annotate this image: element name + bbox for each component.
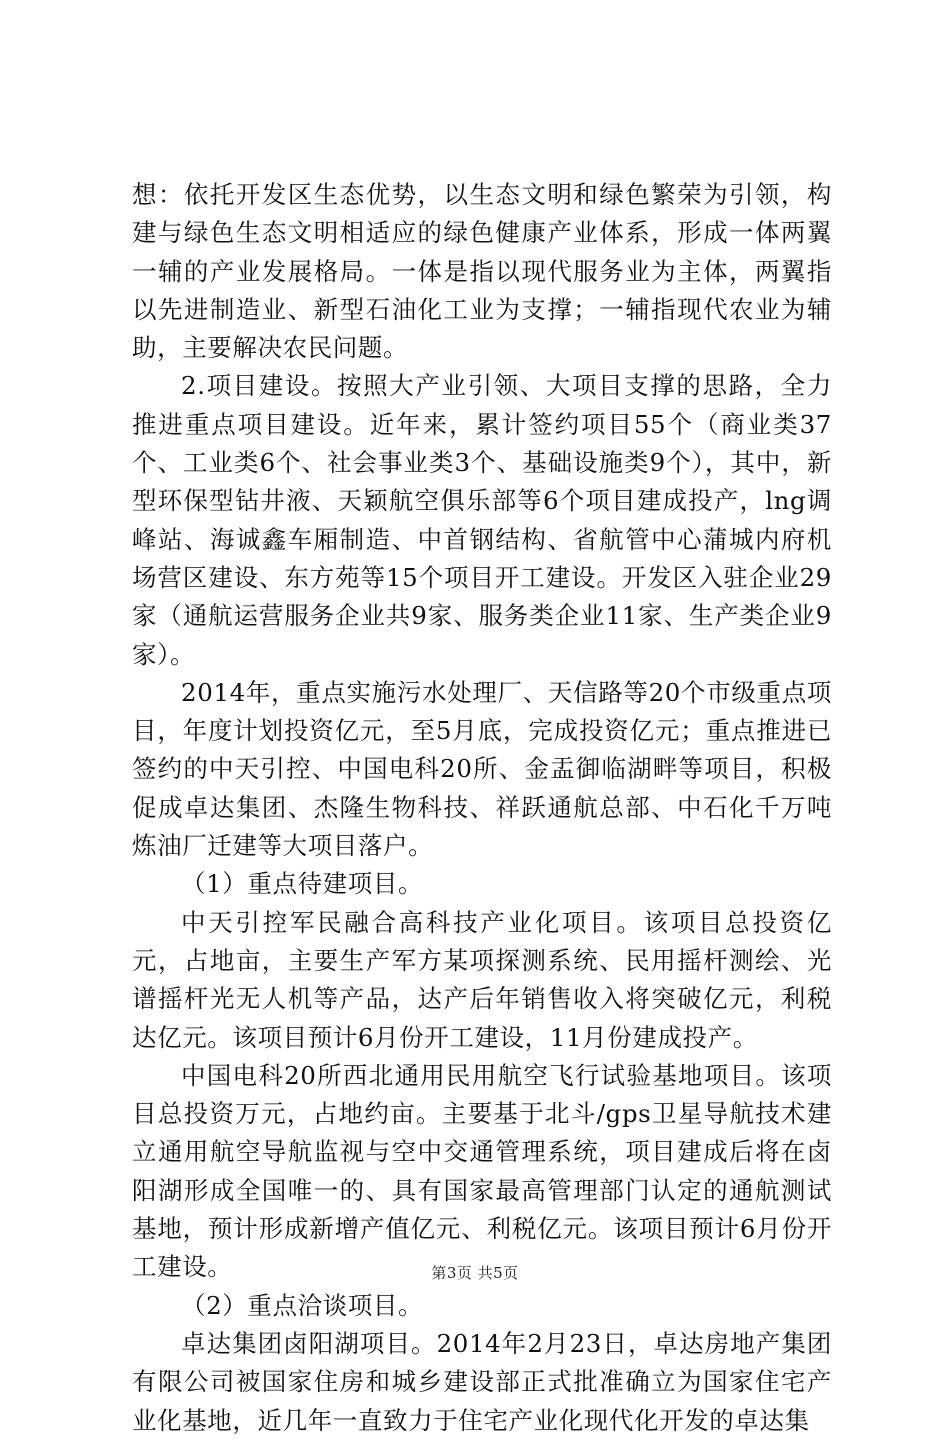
- paragraph-project-construction: 2.项目建设。按照大产业引领、大项目支撑的思路，全力推进重点项目建设。近年来，累计签约项目55个（商业类37个、工业类6个、社会事业类3个、基础设施类9个），其中，新型环保型钻井液、天颖航空俱乐部等6个项目建成投产，lng调峰站、海诚鑫车厢制造、中首钢结构、省航管中心蒲城内府机场营区建设、东方苑等15个项目开工建设。开发区入驻企业29家（通航运营服务企业共9家、服务类企业11家、生产类企业9家）。: [132, 371, 832, 669]
- heading-pending-projects: （1）重点待建项目。: [181, 869, 424, 899]
- page-footer: 第3页 共5页: [431, 1264, 519, 1282]
- paragraph-zhuoda-project: 卓达集团卤阳湖项目。2014年2月23日，卓达房地产集团有限公司被国家住房和城乡建设部正式批准确立为国家住宅产业化基地，近几年一直致力于住宅产业化现代化开发的卓达集: [132, 1328, 832, 1435]
- heading-negotiation-projects: （2）重点洽谈项目。: [181, 1290, 424, 1320]
- paragraph-industry-layout: 想：依托开发区生态优势，以生态文明和绿色繁荣为引领，构建与绿色生态文明相适应的绿色健康产业体系，形成一体两翼一辅的产业发展格局。一体是指以现代服务业为主体，两翼指以先进制造业、新型石油化工业为支撑；一辅指现代农业为辅助，主要解决农民问题。: [132, 180, 832, 363]
- paragraph-zhongtian-project: 中天引控军民融合高科技产业化项目。该项目总投资亿元，占地亩，主要生产军方某项探测系统、民用摇杆测绘、光谱摇杆光无人机等产品，达产后年销售收入将突破亿元，利税达亿元。该项目预计6月份开工建设，11月份建成投产。: [132, 907, 832, 1052]
- paragraph-2014-key-projects: 2014年，重点实施污水处理厂、天信路等20个市级重点项目，年度计划投资亿元，至5月底，完成投资亿元；重点推进已签约的中天引控、中国电科20所、金盂御临湖畔等项目，积极促成卓达集团、杰隆生物科技、祥跃通航总部、中石化千万吨炼油厂迁建等大项目落户。: [132, 677, 832, 861]
- body-text: [132, 176, 832, 1440]
- paragraph-cetc20-project: 中国电科20所西北通用民用航空飞行试验基地项目。该项目总投资万元，占地约亩。主要基于北斗/gps卫星导航技术建立通用航空导航监视与空中交通管理系统，项目建成后将在卤阳湖形成全国唯一的、具有国家最高管理部门认定的通航测试基地，预计形成新增产值亿元、利税亿元。该项目预计6月份开工建设。: [132, 1060, 832, 1282]
